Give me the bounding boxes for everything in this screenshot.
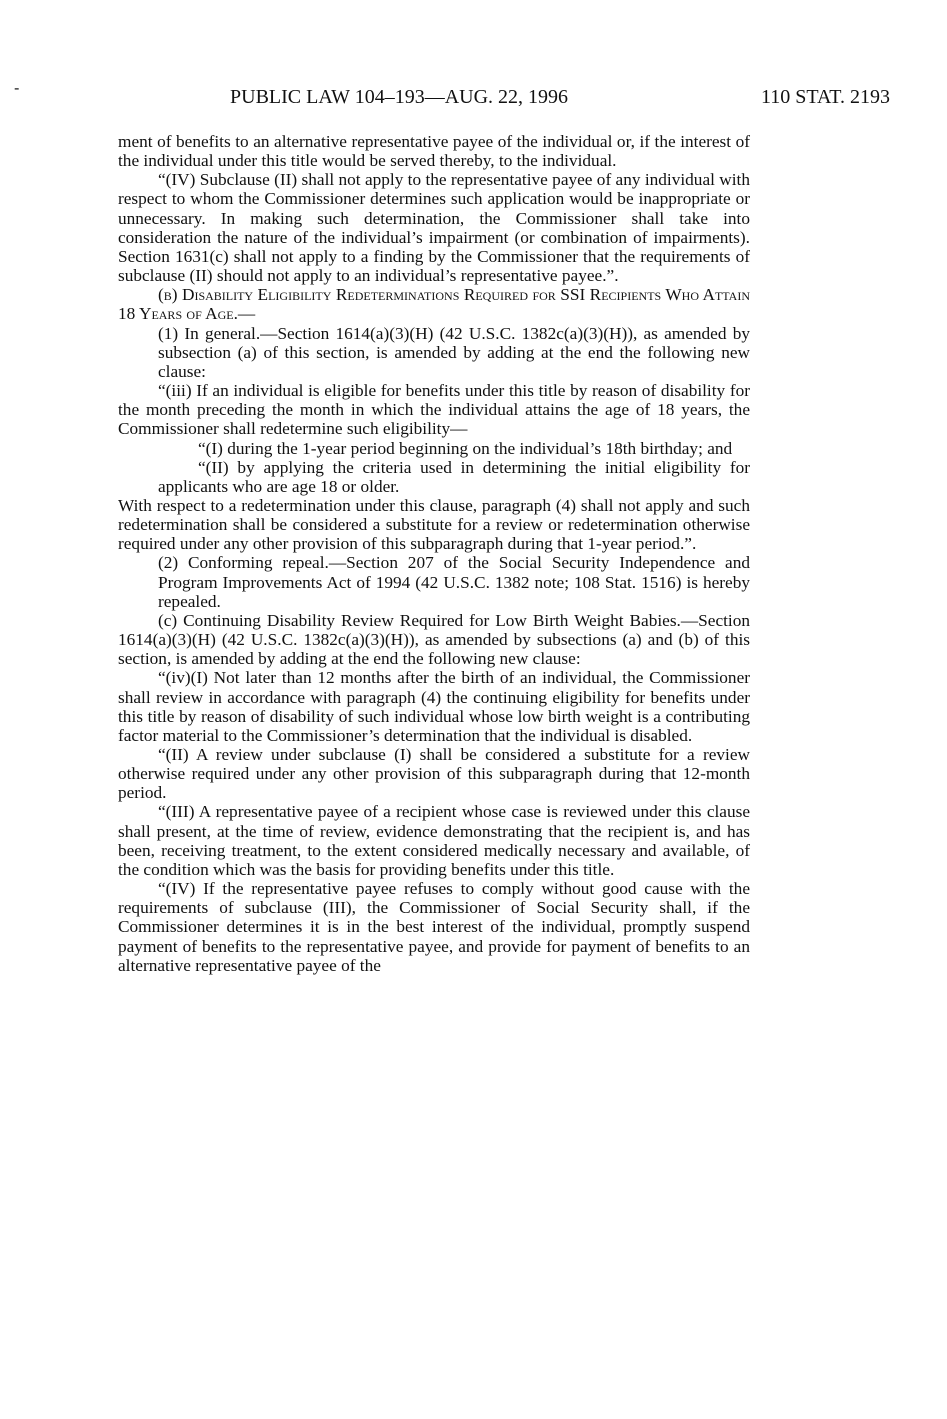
law-citation: PUBLIC LAW 104–193—AUG. 22, 1996 [230, 86, 569, 108]
paragraph: “(IV) Subclause (II) shall not apply to the representative payee of any individual with respect to whom the Commissioner determines such application would be inappropriate or unnecessary. In making such determination, the Commissioner shall take into consideration the nature of the individual’s impairment (or combination of impairments). Section 1631(c) shall not apply to a finding by the Commissioner that the requirements of subclause (II) should not apply to an individual’s representative payee.”. [118, 170, 750, 286]
paragraph: “(II) by applying the criteria used in determining the initial eligibility for applicants who are age 18 or older. [158, 457, 750, 496]
paragraph: (1) In general.—Section 1614(a)(3)(H) (42 U.S.C. 1382c(a)(3)(H)), as amended by subsection (a) of this section, is amended by adding at the end the following new clause: [158, 323, 750, 381]
paragraph: “(iv)(I) Not later than 12 months after the birth of an individual, the Commissioner shall review in accordance with paragraph (4) the continuing eligibility for benefits under this title by reason of disability of such individual whose low birth weight is a contributing factor material to the Commissioner’s determination that the individual is disabled. [118, 668, 750, 745]
page-header [230, 86, 890, 116]
paragraph: “(iii) If an individual is eligible for benefits under this title by reason of disability for the month preceding the month in which the individual attains the age of 18 years, the Commissioner shall redetermine such eligibility— [118, 381, 750, 439]
paragraph: “(IV) If the representative payee refuses to comply without good cause with the requirements of subclause (III), the Commissioner of Social Security shall, if the Commissioner determines it is in the best interest of the individual, promptly suspend payment of benefits to the representative payee, and provide for payment of benefits to an alternative representative payee of the [118, 879, 750, 975]
paragraph: ment of benefits to an alternative representative payee of the individual or, if the interest of the individual under this title would be served thereby, to the individual. [118, 132, 750, 171]
paragraph: (2) Conforming repeal.—Section 207 of the Social Security Independence and Program Improvements Act of 1994 (42 U.S.C. 1382 note; 108 Stat. 1516) is hereby repealed. [158, 553, 750, 611]
paragraph: With respect to a redetermination under this clause, paragraph (4) shall not apply and such redetermination shall be considered a substitute for a review or redetermination otherwise required under any other provision of this subparagraph during that 1-year period.”. [118, 495, 750, 554]
document-body [118, 132, 750, 975]
margin-mark: - [14, 78, 20, 97]
paragraph: “(II) A review under subclause (I) shall be considered a substitute for a review otherwise required under any other provision of this subparagraph during that 12-month period. [118, 745, 750, 803]
paragraph: “(III) A representative payee of a recipient whose case is reviewed under this clause shall present, at the time of review, evidence demonstrating that the recipient is, and has been, receiving treatment, to the extent considered medically necessary and available, of the condition which was the basis for providing benefits under this title. [118, 802, 750, 879]
section-heading: (c) Continuing Disability Review Required for Low Birth Weight Babies.—Section 1614(a)(3)(H) (42 U.S.C. 1382c(a)(3)(H)), as amended by subsections (a) and (b) of this section, is amended by adding at the end the following new clause: [118, 610, 750, 669]
section-heading: (b) Disability Eligibility Redeterminations Required for SSI Recipients Who Attain 18 Years of Age.— [118, 285, 750, 324]
paragraph: “(I) during the 1-year period beginning on the individual’s 18th birthday; and [198, 438, 733, 458]
statute-page: 110 STAT. 2193 [761, 86, 890, 108]
